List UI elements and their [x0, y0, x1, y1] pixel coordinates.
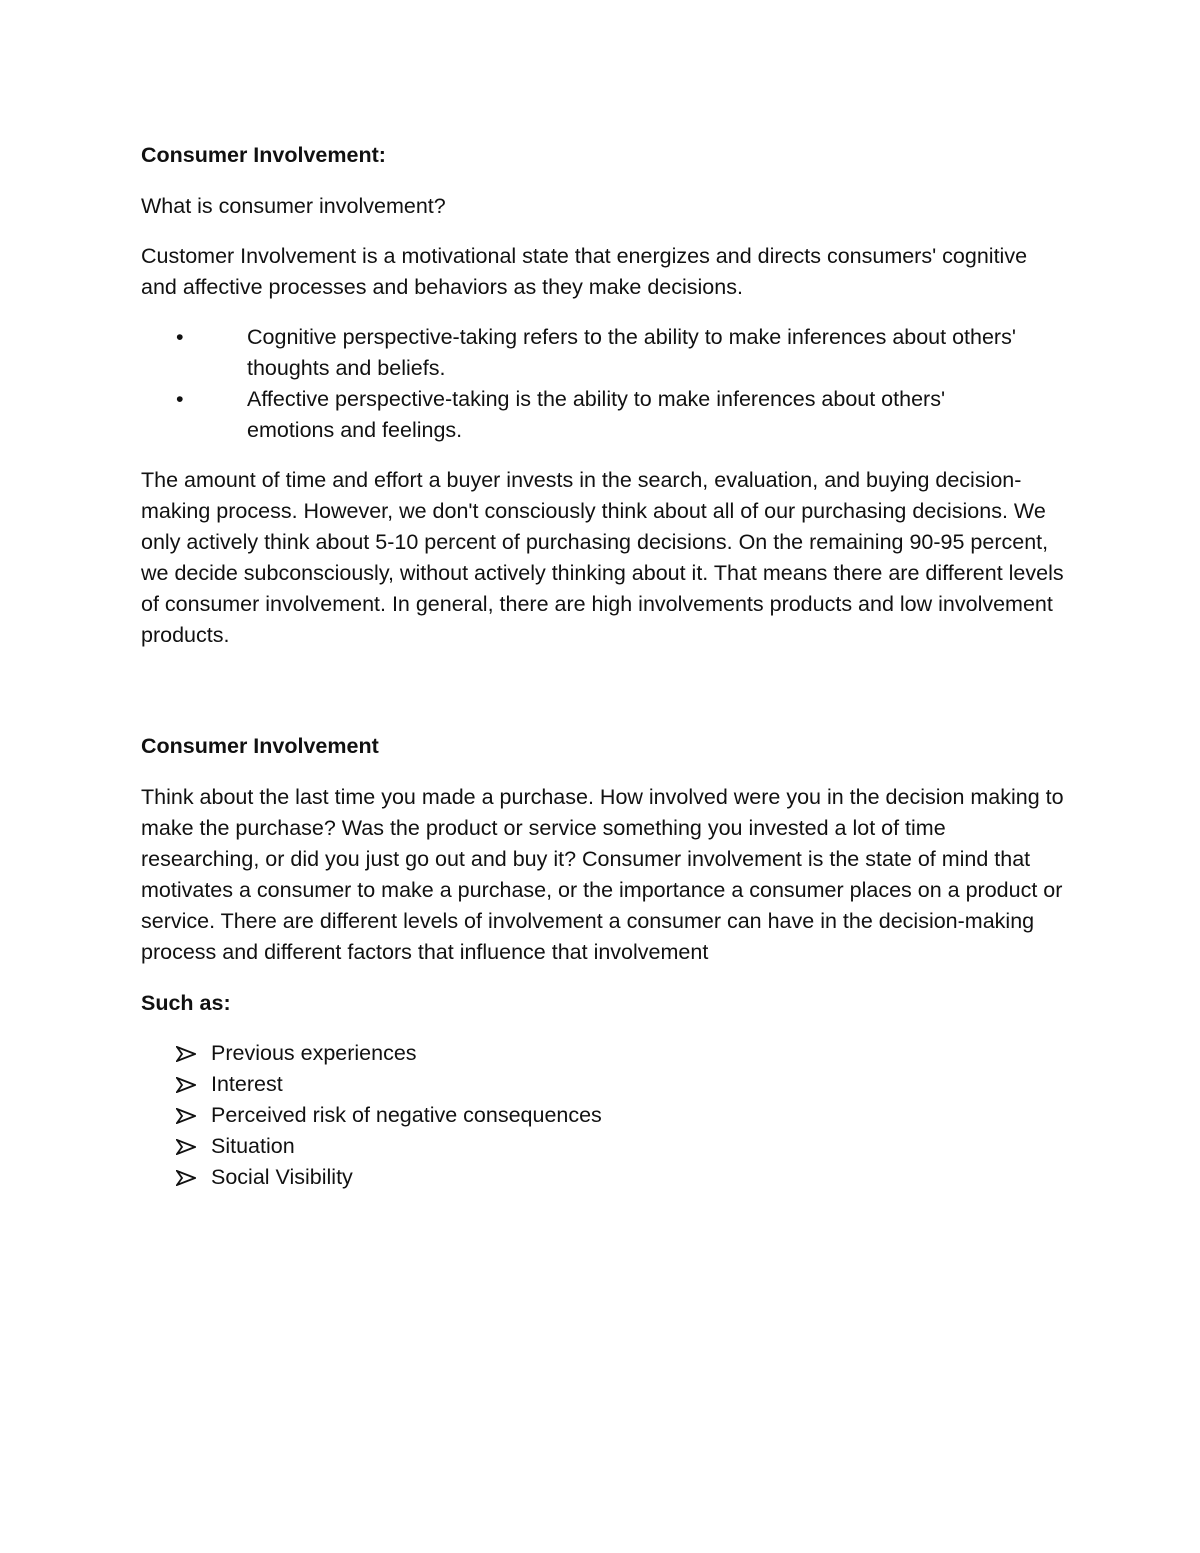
document-page — [141, 140, 1066, 1193]
list-item-text: Previous experiences — [211, 1041, 417, 1065]
list-item-text: Interest — [211, 1072, 283, 1096]
factor-list — [141, 1038, 1066, 1193]
section1-paragraph: The amount of time and effort a buyer invests in the search, evaluation, and buying decision-making process. However, we don't consciously think about all of our purchasing decisions. We only actively think about 5-10 percent of purchasing decisions. On the remaining 90-95 percent, we decide subconsciously, without actively thinking about it. That means there are different levels of consumer involvement. In general, there are high involvements products and low involvement products. — [141, 468, 1064, 647]
list-item-text: Perceived risk of negative consequences — [211, 1103, 602, 1127]
list-item — [141, 384, 1066, 446]
arrowhead-bullet-icon — [176, 1170, 196, 1186]
arrowhead-bullet-icon — [176, 1139, 196, 1155]
bullet-dot-icon: • — [176, 387, 184, 411]
list-item — [141, 1162, 1066, 1193]
section2-heading: Consumer Involvement — [141, 734, 379, 758]
list-item — [141, 1131, 1066, 1162]
arrowhead-bullet-icon — [176, 1077, 196, 1093]
section2-paragraph: Think about the last time you made a purchase. How involved were you in the decision making to make the purchase? Was the product or service something you invested a lot of time researching, or did you just go out and buy it? Consumer involvement is the state of mind that motivates a consumer to make a purchase, or the importance a consumer places on a product or service. There are different levels of involvement a consumer can have in the decision-making process and different factors that influence that involvement — [141, 785, 1064, 964]
list-item-text: Social Visibility — [211, 1165, 353, 1189]
list-item-text: Situation — [211, 1134, 295, 1158]
bullet-dot-icon: • — [176, 325, 184, 349]
list-item — [141, 1100, 1066, 1131]
list-item — [141, 1069, 1066, 1100]
such-as-label: Such as: — [141, 991, 231, 1015]
arrowhead-bullet-icon — [176, 1108, 196, 1124]
section1-heading: Consumer Involvement: — [141, 143, 386, 167]
list-item — [141, 1038, 1066, 1069]
section1-question: What is consumer involvement? — [141, 194, 446, 218]
perspective-list — [141, 322, 1066, 446]
list-item — [141, 322, 1066, 384]
section1-definition: Customer Involvement is a motivational state that energizes and directs consumers' cognitive and affective processes and behaviors as they make decisions. — [141, 244, 1028, 299]
arrowhead-bullet-icon — [176, 1046, 196, 1062]
list-item-text: Affective perspective-taking is the ability to make inferences about others' emotions and feelings. — [247, 387, 946, 442]
list-item-text: Cognitive perspective-taking refers to the ability to make inferences about others' thoughts and beliefs. — [247, 325, 1016, 380]
